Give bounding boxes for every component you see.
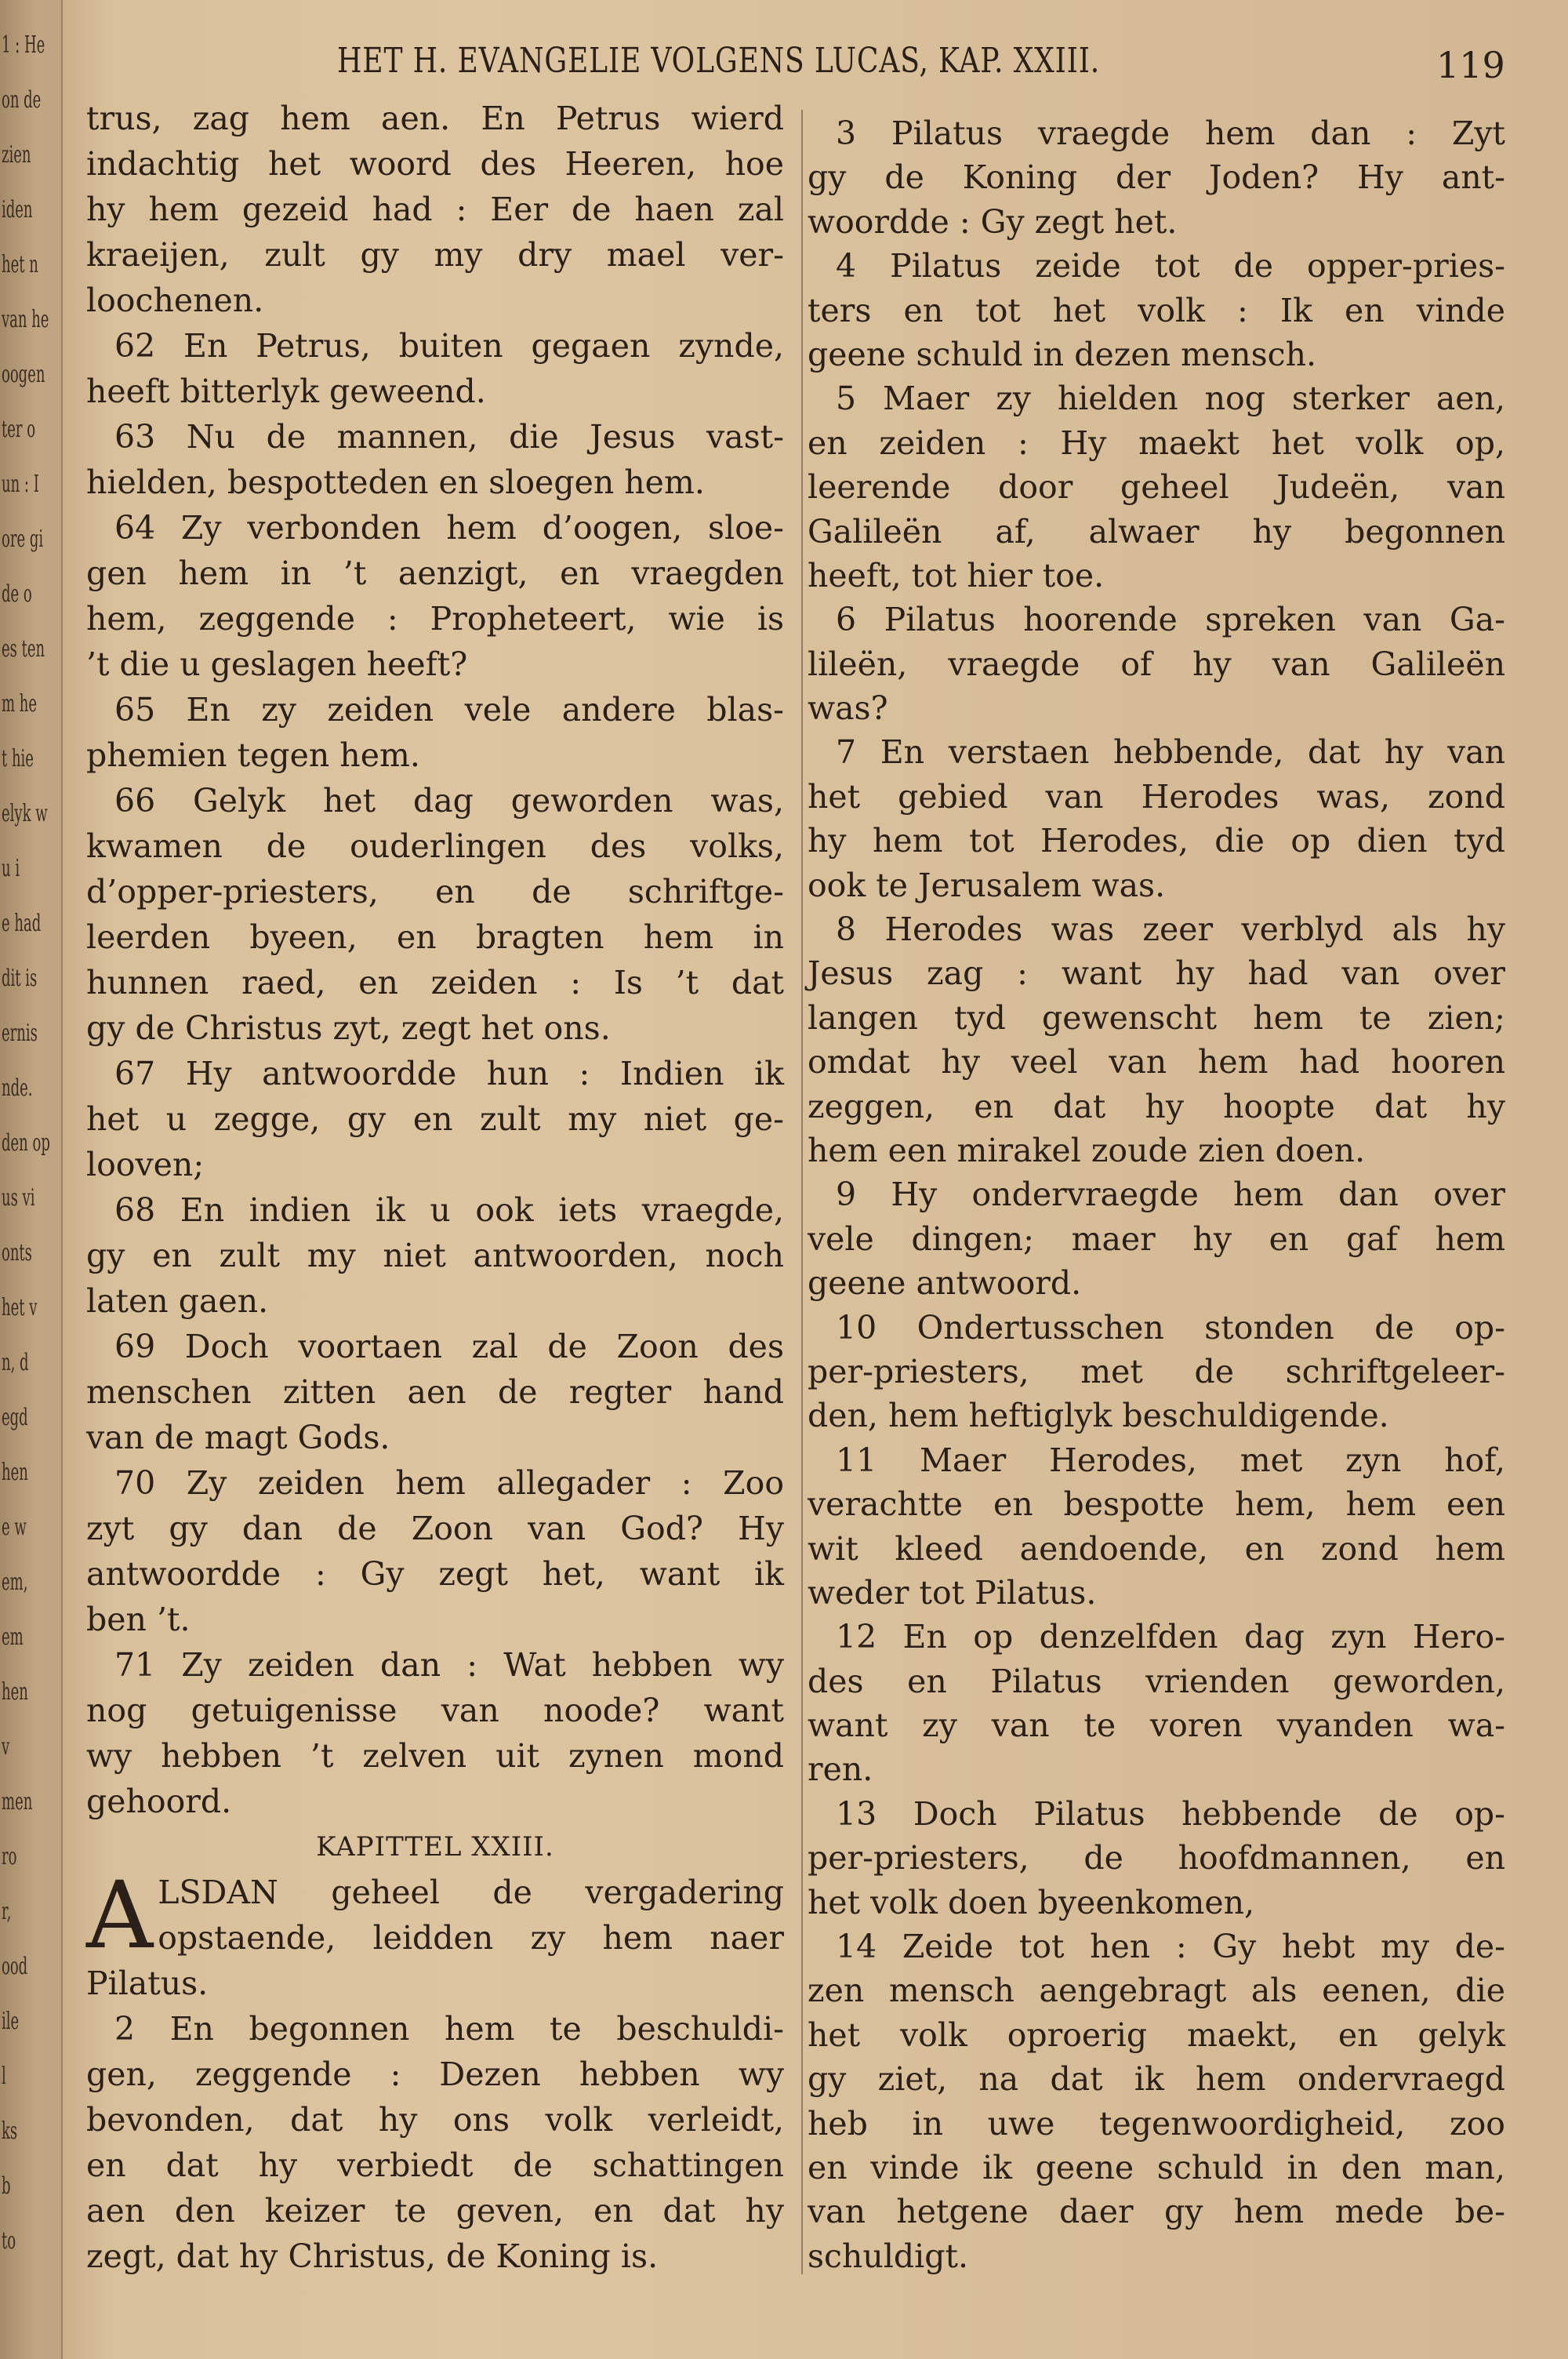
verse-paragraph bbox=[86, 1324, 784, 1460]
text-line: gy de Koning der Joden? Hy ant- bbox=[808, 158, 1505, 197]
text-line: 12 En op denzelfden dag zyn Hero- bbox=[836, 1618, 1505, 1656]
text-line: 5 Maer zy hielden nog sterker aen, bbox=[836, 380, 1505, 418]
facing-page-gutter bbox=[0, 0, 63, 2359]
text-line: wy hebben ’t zelven uit zynen mond bbox=[86, 1737, 784, 1775]
gutter-fragment: n, d bbox=[2, 1349, 29, 1376]
text-line: 68 En indien ik u ook iets vraegde, bbox=[114, 1191, 784, 1229]
running-header: HET H. EVANGELIE VOLGENS LUCAS, KAP. XXIII. bbox=[337, 41, 1101, 81]
gutter-fragment: ore gi bbox=[2, 525, 44, 553]
text-line: 64 Zy verbonden hem d’oogen, sloe- bbox=[114, 509, 784, 547]
text-line: gy ziet, na dat ik hem ondervraegd bbox=[808, 2060, 1505, 2099]
text-line: 70 Zy zeiden hem allegader : Zoo bbox=[114, 1464, 784, 1502]
text-line: opstaende, leidden zy hem naer bbox=[158, 1919, 784, 1957]
text-line: langen tyd gewenscht hem te zien; bbox=[808, 998, 1505, 1037]
verse-paragraph bbox=[86, 505, 784, 687]
text-line: per-priesters, met de schriftgeleer- bbox=[808, 1352, 1505, 1390]
gutter-fragment: em, bbox=[2, 1568, 28, 1596]
gutter-fragment: ood bbox=[2, 1953, 28, 1980]
chapter-heading: KAPITTEL XXIII. bbox=[316, 1831, 554, 1863]
gutter-fragment: v bbox=[2, 1733, 10, 1761]
text-line: hy hem tot Herodes, die op dien tyd bbox=[808, 822, 1505, 860]
text-line: bevonden, dat hy ons volk verleidt, bbox=[86, 2101, 784, 2139]
text-line: het volk oproerig maekt, en gelyk bbox=[808, 2016, 1505, 2054]
verse-paragraph bbox=[808, 111, 1505, 244]
verse-paragraph bbox=[808, 1925, 1505, 2278]
gutter-fragment: ro bbox=[2, 1843, 17, 1870]
text-line: geene antwoord. bbox=[808, 1264, 1082, 1303]
text-line: van hetgene daer gy hem mede be- bbox=[808, 2193, 1505, 2231]
text-line: schuldigt. bbox=[808, 2237, 969, 2275]
gutter-fragment: u i bbox=[2, 855, 20, 882]
text-line: 10 Ondertusschen stonden de op- bbox=[836, 1308, 1505, 1347]
text-line: en zeiden : Hy maekt het volk op, bbox=[808, 423, 1505, 462]
text-line: 71 Zy zeiden dan : Wat hebben wy bbox=[114, 1646, 784, 1684]
text-line: LSDAN geheel de vergadering bbox=[158, 1874, 784, 1911]
text-line: den, hem heftiglyk beschuldigende. bbox=[808, 1397, 1389, 1435]
gutter-fragment: egd bbox=[2, 1404, 28, 1431]
gutter-fragment: den op bbox=[2, 1129, 50, 1157]
text-line: 7 En verstaen hebbende, dat hy van bbox=[836, 733, 1505, 772]
verse-paragraph bbox=[86, 1187, 784, 1324]
text-line: leerden byeen, en bragten hem in bbox=[86, 918, 784, 956]
gutter-fragment: us vi bbox=[2, 1184, 35, 1212]
gutter-fragment: men bbox=[2, 1788, 33, 1816]
text-line: Pilatus. bbox=[86, 1965, 209, 2002]
verse-paragraph bbox=[808, 1792, 1505, 1925]
text-line: per-priesters, de hoofdmannen, en bbox=[808, 1839, 1505, 1877]
verse-paragraph bbox=[86, 414, 784, 505]
text-line: loochenen. bbox=[86, 282, 264, 319]
text-line: 67 Hy antwoordde hun : Indien ik bbox=[114, 1055, 784, 1092]
gutter-fragment: b bbox=[2, 2172, 11, 2200]
text-line: 69 Doch voortaen zal de Zoon des bbox=[114, 1328, 784, 1365]
text-line: heeft bitterlyk geweend. bbox=[86, 373, 486, 410]
verse-paragraph bbox=[808, 907, 1505, 1172]
text-line: aen den keizer te geven, en dat hy bbox=[86, 2192, 784, 2230]
right-column bbox=[808, 111, 1505, 2278]
text-line: gen hem in ’t aenzigt, en vraegden bbox=[86, 554, 784, 592]
gutter-fragment: van he bbox=[2, 306, 49, 333]
text-line: hem een mirakel zoude zien doen. bbox=[808, 1131, 1366, 1169]
gutter-fragment: ks bbox=[2, 2117, 18, 2145]
gutter-fragment: iden bbox=[2, 196, 33, 224]
text-line: 8 Herodes was zeer verblyd als hy bbox=[836, 911, 1505, 949]
text-line: 66 Gelyk het dag geworden was, bbox=[114, 782, 784, 820]
gutter-fragment: het n bbox=[2, 251, 38, 278]
gutter-fragment: nde. bbox=[2, 1074, 33, 1102]
verse-paragraph bbox=[86, 1861, 784, 2006]
text-line: 9 Hy ondervraegde hem dan over bbox=[836, 1176, 1505, 1214]
gutter-fragment: m he bbox=[2, 690, 38, 718]
text-line: 6 Pilatus hoorende spreken van Ga- bbox=[836, 601, 1505, 639]
text-line: 62 En Petrus, buiten gegaen zynde, bbox=[114, 327, 784, 365]
text-line: lileën, vraegde of hy van Galileën bbox=[808, 645, 1505, 683]
verse-paragraph bbox=[808, 244, 1505, 376]
text-line: Galileën af, alwaer hy begonnen bbox=[808, 512, 1505, 551]
text-line: zyt gy dan de Zoon van God? Hy bbox=[86, 1510, 784, 1547]
text-line: van de magt Gods. bbox=[86, 1419, 390, 1456]
gutter-fragment: ter o bbox=[2, 416, 36, 443]
text-line: leerende door geheel Judeën, van bbox=[808, 468, 1505, 507]
gutter-fragment: e w bbox=[2, 1514, 27, 1541]
text-line: 14 Zeide tot hen : Gy hebt my de- bbox=[836, 1928, 1505, 1966]
verse-paragraph bbox=[86, 778, 784, 1051]
text-line: heb in uwe tegenwoordigheid, zoo bbox=[808, 2104, 1505, 2143]
gutter-fragment: 1 : He bbox=[2, 31, 45, 59]
text-line: hunnen raed, en zeiden : Is ’t dat bbox=[86, 964, 784, 1001]
verse-paragraph bbox=[86, 1051, 784, 1187]
text-line: hielden, bespotteden en sloegen hem. bbox=[86, 463, 705, 501]
text-line: nog getuigenisse van noode? want bbox=[86, 1692, 784, 1729]
text-line: ’t die u geslagen heeft? bbox=[86, 645, 468, 683]
text-line: 2 En begonnen hem te beschuldi- bbox=[114, 2010, 784, 2048]
text-line: verachtte en bespotte hem, hem een bbox=[808, 1485, 1505, 1524]
gutter-fragment: un : I bbox=[2, 471, 39, 498]
gutter-fragment: es ten bbox=[2, 635, 45, 663]
verse-paragraph bbox=[808, 1615, 1505, 1792]
gutter-fragment: hen bbox=[2, 1459, 28, 1486]
verse-paragraph bbox=[86, 96, 784, 323]
text-line: het u zegge, gy en zult my niet ge- bbox=[86, 1100, 784, 1138]
gutter-fragment: dit is bbox=[2, 965, 38, 992]
verse-paragraph bbox=[86, 2006, 784, 2279]
column-divider bbox=[801, 110, 803, 2274]
text-line: wit kleed aendoende, en zond hem bbox=[808, 1529, 1505, 1568]
gutter-fragment: em bbox=[2, 1623, 24, 1651]
text-line: gen, zeggende : Dezen hebben wy bbox=[86, 2055, 784, 2093]
verse-paragraph bbox=[808, 1306, 1505, 1438]
text-line: geene schuld in dezen mensch. bbox=[808, 335, 1317, 373]
gutter-fragment: oogen bbox=[2, 361, 45, 388]
text-line: ters en tot het volk : Ik en vinde bbox=[808, 291, 1505, 329]
page-number: 119 bbox=[1436, 44, 1505, 86]
text-line: ren. bbox=[808, 1750, 873, 1789]
text-line: d’opper-priesters, en de schriftge- bbox=[86, 873, 784, 911]
text-line: 13 Doch Pilatus hebbende de op- bbox=[836, 1794, 1505, 1833]
text-line: woordde : Gy zegt het. bbox=[808, 202, 1178, 241]
text-line: heeft, tot hier toe. bbox=[808, 556, 1105, 594]
gutter-fragment: hen bbox=[2, 1678, 28, 1706]
text-line: kraeijen, zult gy my dry mael ver- bbox=[86, 236, 784, 274]
text-line: 65 En zy zeiden vele andere blas- bbox=[114, 691, 784, 729]
text-line: antwoordde : Gy zegt het, want ik bbox=[86, 1555, 784, 1593]
gutter-fragment: elyk w bbox=[2, 800, 48, 827]
text-line: het gebied van Herodes was, zond bbox=[808, 777, 1505, 816]
gutter-fragment: l bbox=[2, 2063, 6, 2090]
gutter-fragment: de o bbox=[2, 580, 32, 608]
text-line: en vinde ik geene schuld in den man, bbox=[808, 2148, 1505, 2186]
text-line: het volk doen byeenkomen, bbox=[808, 1883, 1255, 1921]
text-line: weder tot Pilatus. bbox=[808, 1573, 1097, 1612]
verse-paragraph bbox=[808, 1438, 1505, 1616]
gutter-fragment: onts bbox=[2, 1239, 32, 1267]
text-line: vele dingen; maer hy en gaf hem bbox=[808, 1219, 1505, 1258]
verse-paragraph bbox=[86, 687, 784, 778]
text-line: zegt, dat hy Christus, de Koning is. bbox=[86, 2237, 659, 2275]
text-line: hem, zeggende : Propheteert, wie is bbox=[86, 600, 784, 638]
text-line: zeggen, en dat hy hoopte dat hy bbox=[808, 1087, 1505, 1125]
chapter-heading-block bbox=[86, 1824, 784, 1870]
text-line: kwamen de ouderlingen des volks, bbox=[86, 827, 784, 865]
verse-paragraph bbox=[86, 323, 784, 414]
text-line: 3 Pilatus vraegde hem dan : Zyt bbox=[836, 114, 1505, 152]
text-line: laten gaen. bbox=[86, 1282, 269, 1320]
gutter-fragment: to bbox=[2, 2227, 16, 2255]
verse-paragraph bbox=[808, 376, 1505, 598]
gutter-fragment: t hie bbox=[2, 745, 34, 772]
text-line: trus, zag hem aen. En Petrus wierd bbox=[86, 100, 784, 137]
gutter-fragment: on de bbox=[2, 86, 42, 114]
verse-paragraph bbox=[808, 598, 1505, 730]
text-line: was? bbox=[808, 689, 888, 728]
text-line: zen mensch aengebragt als eenen, die bbox=[808, 1972, 1505, 2010]
left-column bbox=[86, 96, 784, 2279]
gutter-fragment: ernis bbox=[2, 1020, 38, 1047]
text-line: gy en zult my niet antwoorden, noch bbox=[86, 1237, 784, 1274]
gutter-fragment: e had bbox=[2, 910, 42, 937]
text-line: Jesus zag : want hy had van over bbox=[808, 954, 1505, 993]
verse-paragraph bbox=[86, 1460, 784, 1642]
text-line: 63 Nu de mannen, die Jesus vast- bbox=[114, 418, 784, 456]
verse-paragraph bbox=[808, 1172, 1505, 1305]
text-line: ben ’t. bbox=[86, 1601, 191, 1638]
gutter-fragment: zien bbox=[2, 141, 31, 169]
verse-paragraph bbox=[86, 1642, 784, 1824]
text-line: gehoord. bbox=[86, 1783, 232, 1820]
text-line: hy hem gezeid had : Eer de haen zal bbox=[86, 191, 784, 228]
gutter-fragment: het v bbox=[2, 1294, 38, 1321]
text-line: ook te Jerusalem was. bbox=[808, 866, 1166, 904]
text-line: phemien tegen hem. bbox=[86, 736, 420, 774]
text-line: 11 Maer Herodes, met zyn hof, bbox=[836, 1441, 1505, 1479]
gutter-fragment: r, bbox=[2, 1898, 12, 1925]
text-line: indachtig het woord des Heeren, hoe bbox=[86, 145, 784, 183]
text-line: want zy van te voren vyanden wa- bbox=[808, 1707, 1505, 1745]
text-line: gy de Christus zyt, zegt het ons. bbox=[86, 1009, 611, 1047]
gutter-fragment: ile bbox=[2, 2008, 20, 2035]
text-line: 4 Pilatus zeide tot de opper-pries- bbox=[836, 247, 1505, 285]
drop-cap-initial: A bbox=[86, 1861, 154, 1969]
verse-paragraph bbox=[808, 730, 1505, 907]
text-line: menschen zitten aen de regter hand bbox=[86, 1373, 784, 1411]
text-line: looven; bbox=[86, 1146, 205, 1183]
text-line: des en Pilatus vrienden geworden, bbox=[808, 1662, 1505, 1700]
text-line: omdat hy veel van hem had hooren bbox=[808, 1043, 1505, 1081]
text-line: en dat hy verbiedt de schattingen bbox=[86, 2146, 784, 2184]
